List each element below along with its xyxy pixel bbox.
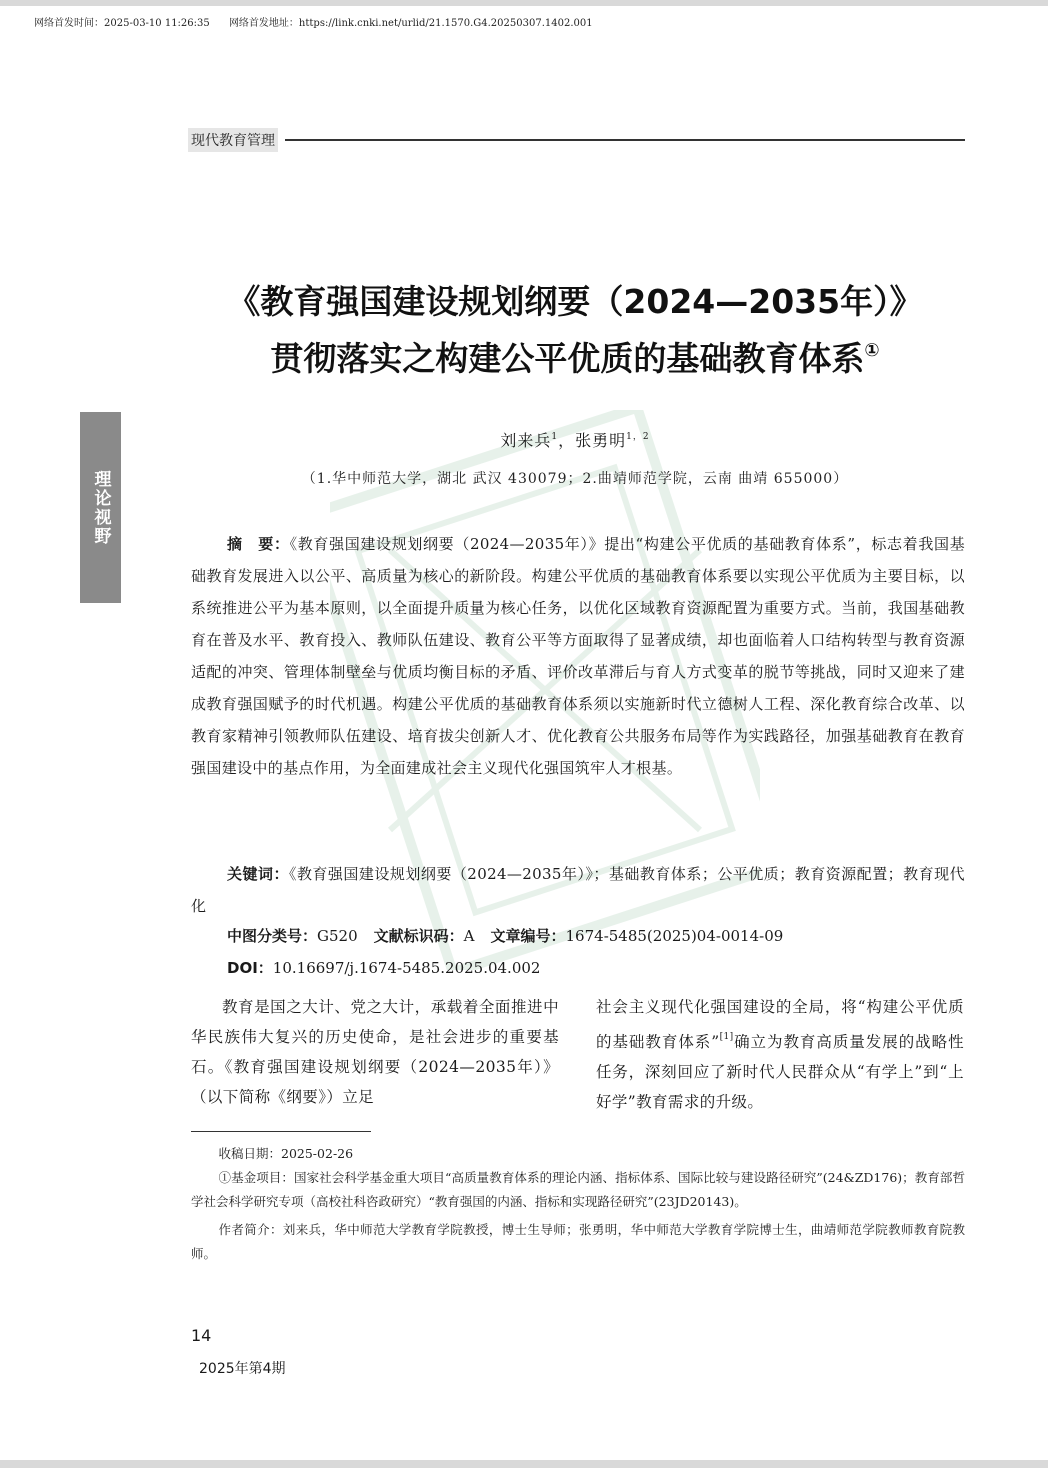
abstract-label: 摘 要： <box>227 535 290 553</box>
side-tab <box>80 412 121 603</box>
doi-label: DOI： <box>227 959 273 977</box>
article-title-line-1: 《教育强国建设规划纲要（2024—2035年）》 <box>227 282 923 321</box>
classification-line <box>227 925 783 946</box>
abstract <box>191 528 965 784</box>
doc-code-label: 文献标识码： <box>373 927 464 945</box>
author-separator: ， <box>558 431 576 450</box>
side-tab-label: 理论视野 <box>90 469 111 546</box>
publish-time: 网络首发时间：2025-03-10 11:26:35 <box>34 18 210 29</box>
abstract-text: 《教育强国建设规划纲要（2024—2035年）》提出“构建公平优质的基础教育体系”，标志着我国基础教育发展进入以公平、高质量为核心的新阶段。构建公平优质的基础教育体系要以实现公平优质为主要目标，以系统推进公平为基本原则，以全面提升质量为核心任务，以优化区域教育资源配置为重要方式。当前，我国基础教育在普及水平、教育投入、教师队伍建设、教育公平等方面取得了显著成绩，却也面临着人口结构转型与教育资源适配的冲突、管理体制壁垒与优质均衡目标的矛盾、评价改革滞后与育人方式变革的脱节等挑战，同时又迎来了建成教育强国赋予的时代机遇。构建公平优质的基础教育体系须以实施新时代立德树人工程、深化教育综合改革、以教育家精神引领教师队伍建设、培育拔尖创新人才、优化教育公共服务布局等作为实践路径，加强基础教育在教育强国建设中的基点作用，为全面建成社会主义现代化强国筑牢人才根基。 <box>191 535 965 777</box>
received-date: 收稿日期：2025-02-26 <box>218 1146 354 1161</box>
author-affil-mark: 1 <box>551 432 559 442</box>
title-note-mark: ① <box>864 340 880 361</box>
article-number-label: 文章编号： <box>490 927 566 945</box>
article-title-line-2 <box>150 333 1000 380</box>
doc-code-value: A <box>463 927 475 945</box>
author-name: 刘来兵 <box>500 431 552 450</box>
footnotes <box>191 1142 965 1266</box>
title-line-2-text: 贯彻落实之构建公平优质的基础教育体系 <box>270 339 865 378</box>
publication-meta <box>34 14 593 29</box>
affiliations: （1.华中师范大学，湖北 武汉 430079；2.曲靖师范学院，云南 曲靖 655000） <box>301 471 849 487</box>
article-number-value: 1674-5485(2025)04-0014-09 <box>565 927 784 945</box>
section-header <box>188 128 965 150</box>
issue-label: 2025年第4期 <box>199 1361 286 1377</box>
body-right-column <box>596 992 964 1117</box>
doi-value: 10.16697/j.1674-5485.2025.04.002 <box>272 959 541 977</box>
doi-line <box>227 957 540 978</box>
author-line <box>150 428 1000 451</box>
clc-label: 中图分类号： <box>227 927 318 945</box>
keywords-text: 《教育强国建设规划纲要（2024—2035年）》；基础教育体系；公平优质；教育资源配置；教育现代化 <box>191 865 965 915</box>
page-number: 14 <box>191 1326 212 1345</box>
author-affil-mark: 1，2 <box>626 432 650 442</box>
body-left-column: 教育是国之大计、党之大计，承载着全面推进中华民族伟大复兴的历史使命，是社会进步的重要基石。《教育强国建设规划纲要（2024—2035年）》（以下简称《纲要》）立足 <box>191 998 559 1106</box>
publish-url: 网络首发地址：https://link.cnki.net/urlid/21.1570.G4.20250307.1402.001 <box>228 18 593 29</box>
keywords-label: 关键词： <box>227 865 289 883</box>
section-label: 现代教育管理 <box>188 128 278 152</box>
citation-mark: [1] <box>719 1032 734 1042</box>
top-border <box>0 0 1048 6</box>
author-bio: 作者简介：刘来兵，华中师范大学教育学院教授，博士生导师；张勇明，华中师范大学教育学院博士生，曲靖师范学院教师教育院教师。 <box>191 1222 965 1261</box>
footnote-rule <box>191 1131 371 1132</box>
keywords <box>191 858 965 922</box>
bottom-border <box>0 1460 1048 1468</box>
fund-note: ①基金项目：国家社会科学基金重大项目“高质量教育体系的理论内涵、指标体系、国际比较与建设路径研究”(24&ZD176)；教育部哲学社会科学研究专项（高校社科咨政研究）“教育强国的内涵、指标和实现路径研究”(23JD20143)。 <box>191 1170 965 1209</box>
body-right-text-a: 社会主义现代化强国建设的全局，将“构建公平优质的基础教育体系” <box>596 998 964 1051</box>
author-name: 张勇明 <box>575 431 627 450</box>
body-right-text-b: 确立为教育高质量发展的战略性任务，深刻回应了新时代人民群众从“有学上”到“上好学”教育需求的升级。 <box>596 1033 964 1111</box>
clc-value: G520 <box>317 927 358 945</box>
section-rule <box>285 139 965 141</box>
